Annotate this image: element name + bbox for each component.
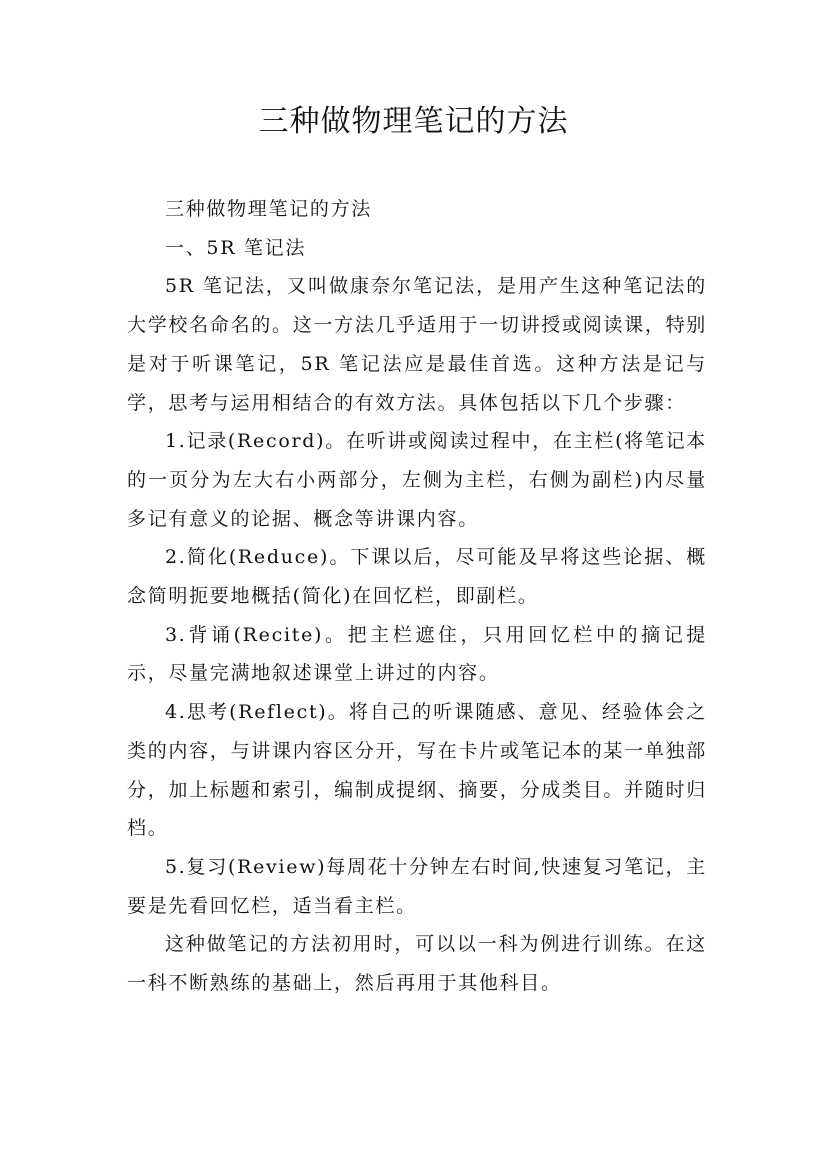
paragraph-intro: 5R 笔记法，又叫做康奈尔笔记法，是用产生这种笔记法的大学校名命名的。这一方法几乎适用于一切讲授或阅读课，特别是对于听课笔记，5R 笔记法应是最佳首选。这种方法是记与学，思考与运用相结合的有效方法。具体包括以下几个步骤：: [127, 275, 707, 414]
document-title: 三种做物理笔记的方法: [258, 104, 569, 139]
paragraph-heading-repeat: 三种做物理笔记的方法: [165, 198, 373, 220]
paragraph-step-reflect: 4.思考(Reflect)。将自己的听课随感、意见、经验体会之类的内容，与讲课内容区分开，写在卡片或笔记本的某一单独部分，加上标题和索引，编制成提纲、摘要，分成类目。并随时归档。: [127, 701, 707, 840]
paragraph-step-recite: 3.背诵(Recite)。把主栏遮住，只用回忆栏中的摘记提示，尽量完满地叙述课堂上讲过的内容。: [127, 623, 707, 685]
paragraph-step-record: 1.记录(Record)。在听讲或阅读过程中，在主栏(将笔记本的一页分为左大右小两部分，左侧为主栏，右侧为副栏)内尽量多记有意义的论据、概念等讲课内容。: [127, 430, 707, 530]
section-heading-5r: 一、5R 笔记法: [165, 236, 307, 259]
paragraph-step-review: 5.复习(Review)每周花十分钟左右时间,快速复习笔记，主要是先看回忆栏，适当看主栏。: [127, 855, 707, 917]
document-body: [127, 190, 707, 1003]
paragraph-conclusion: 这种做笔记的方法初用时，可以以一科为例进行训练。在这一科不断熟练的基础上，然后再用于其他科目。: [127, 933, 707, 995]
paragraph-step-reduce: 2.简化(Reduce)。下课以后，尽可能及早将这些论据、概念简明扼要地概括(简化)在回忆栏，即副栏。: [127, 546, 707, 608]
